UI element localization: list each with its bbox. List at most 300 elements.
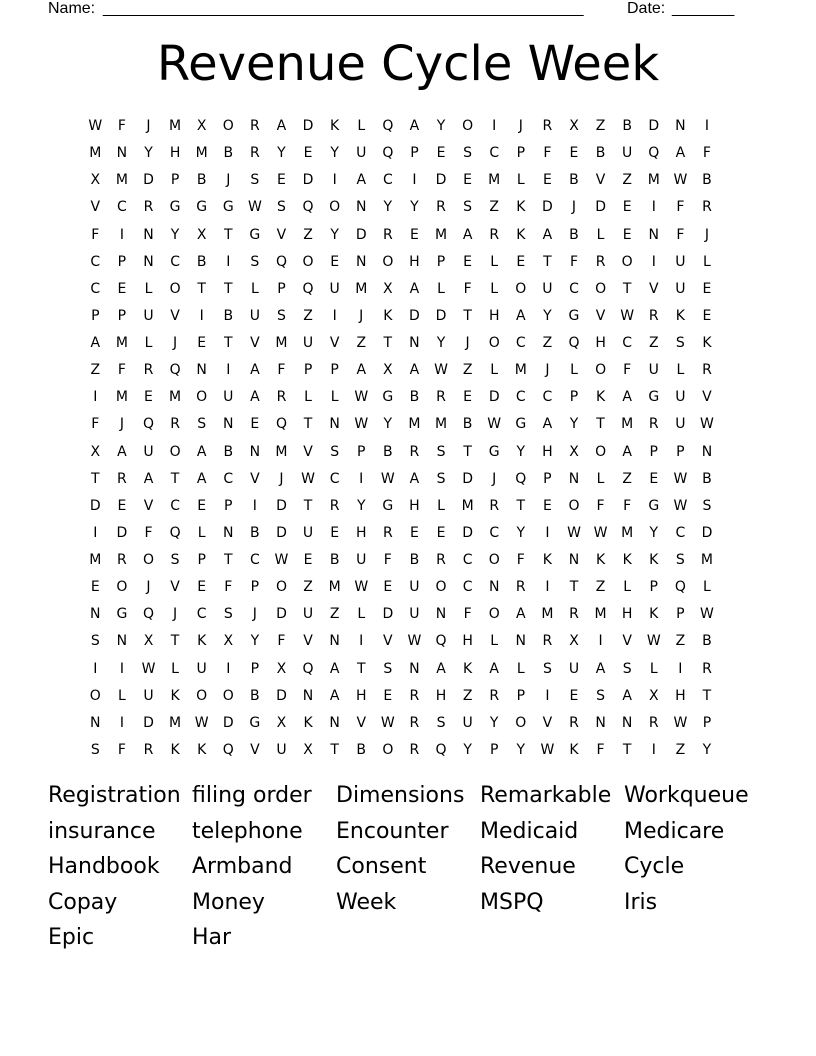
- grid-letter: N: [648, 226, 659, 243]
- grid-letter: R: [648, 307, 659, 324]
- grid-letter: M: [169, 389, 182, 406]
- grid-letter: J: [571, 199, 577, 216]
- grid-letter: S: [436, 443, 446, 460]
- word-bank-item: Registration: [48, 783, 181, 808]
- grid-letter: Q: [222, 741, 234, 758]
- grid-letter: L: [490, 280, 499, 297]
- grid-letter: K: [197, 741, 207, 758]
- grid-letter: W: [141, 660, 156, 677]
- grid-letter: L: [596, 470, 605, 487]
- grid-letter: S: [675, 335, 685, 352]
- grid-letter: A: [409, 470, 420, 487]
- grid-letter: P: [170, 172, 180, 189]
- grid-letter: Y: [489, 714, 499, 731]
- grid-letter: E: [303, 145, 313, 162]
- grid-letter: A: [409, 118, 420, 135]
- grid-letter: G: [196, 199, 208, 216]
- grid-letter: P: [197, 552, 206, 569]
- grid-letter: M: [594, 606, 607, 623]
- grid-letter: I: [199, 307, 204, 324]
- grid-row: [82, 113, 742, 140]
- grid-letter: Z: [356, 335, 367, 352]
- grid-letter: O: [169, 443, 181, 460]
- grid-letter: I: [651, 199, 656, 216]
- word-bank-item: Har: [192, 925, 232, 951]
- grid-letter: A: [90, 335, 101, 352]
- grid-letter: W: [700, 416, 714, 433]
- grid-letter: W: [88, 118, 103, 135]
- grid-letter: P: [676, 606, 685, 623]
- grid-letter: R: [702, 660, 712, 677]
- grid-letter: N: [568, 552, 580, 569]
- grid-letter: R: [569, 714, 579, 731]
- grid-letter: L: [144, 335, 153, 352]
- grid-letter: X: [276, 660, 287, 677]
- grid-letter: W: [487, 416, 502, 433]
- grid-letter: R: [595, 253, 606, 270]
- grid-letter: F: [463, 280, 472, 297]
- grid-letter: R: [569, 606, 579, 623]
- grid-letter: E: [409, 524, 419, 541]
- grid-letter: L: [144, 280, 153, 297]
- grid-letter: Z: [595, 579, 606, 596]
- grid-letter: J: [359, 307, 364, 324]
- grid-letter: W: [673, 714, 688, 731]
- grid-letter: S: [463, 199, 473, 216]
- grid-letter: Q: [275, 416, 287, 433]
- grid-letter: R: [382, 226, 393, 243]
- grid-letter: F: [623, 362, 632, 379]
- grid-letter: M: [621, 524, 634, 541]
- grid-letter: M: [275, 443, 288, 460]
- grid-letter: K: [516, 226, 526, 243]
- grid-letter: P: [117, 307, 127, 324]
- grid-letter: N: [196, 362, 207, 379]
- grid-letter: I: [598, 633, 603, 650]
- grid-letter: P: [516, 687, 526, 704]
- grid-letter: H: [595, 335, 606, 352]
- word-bank-item: Iris: [624, 889, 658, 915]
- grid-letter: N: [329, 633, 340, 650]
- date-blank-line: _______: [672, 0, 735, 17]
- grid-letter: R: [542, 633, 553, 650]
- grid-letter: N: [701, 443, 713, 460]
- grid-letter: K: [542, 552, 552, 569]
- grid-letter: P: [569, 389, 579, 406]
- grid-letter: Z: [622, 172, 632, 189]
- grid-letter: N: [329, 416, 340, 433]
- grid-letter: B: [409, 389, 420, 406]
- grid-letter: C: [489, 524, 500, 541]
- grid-letter: D: [409, 307, 420, 324]
- grid-letter: S: [675, 552, 685, 569]
- grid-letter: E: [542, 172, 552, 189]
- grid-letter: B: [250, 524, 260, 541]
- grid-letter: Z: [648, 335, 659, 352]
- grid-letter: D: [648, 118, 660, 135]
- grid-letter: J: [279, 470, 284, 487]
- grid-letter: O: [302, 253, 314, 270]
- grid-row: [82, 439, 742, 466]
- grid-letter: B: [250, 687, 260, 704]
- grid-letter: I: [678, 660, 683, 677]
- grid-letter: T: [223, 552, 233, 569]
- grid-letter: J: [146, 579, 151, 596]
- word-bank-item: Week: [336, 889, 397, 915]
- grid-letter: R: [542, 118, 553, 135]
- grid-letter: A: [250, 362, 260, 379]
- grid-row: [82, 249, 742, 276]
- grid-letter: B: [462, 416, 473, 433]
- grid-letter: C: [462, 579, 473, 596]
- grid-letter: F: [277, 362, 286, 379]
- grid-letter: P: [489, 741, 499, 758]
- grid-letter: S: [250, 172, 260, 189]
- grid-letter: E: [436, 145, 446, 162]
- grid-letter: D: [89, 497, 101, 514]
- grid-letter: A: [622, 443, 632, 460]
- grid-letter: E: [330, 524, 340, 541]
- grid-letter: D: [435, 307, 447, 324]
- grid-letter: L: [596, 226, 605, 243]
- grid-letter: X: [383, 280, 393, 297]
- grid-letter: E: [197, 579, 207, 596]
- grid-letter: A: [622, 687, 632, 704]
- grid-letter: V: [170, 579, 180, 596]
- grid-letter: F: [277, 633, 286, 650]
- word-bank-item: Medicaid: [480, 818, 579, 844]
- grid-letter: C: [489, 145, 500, 162]
- grid-letter: V: [303, 633, 313, 650]
- grid-letter: Z: [462, 687, 473, 704]
- grid-letter: V: [329, 335, 340, 352]
- grid-letter: D: [701, 524, 713, 541]
- grid-letter: Y: [410, 199, 419, 216]
- grid-letter: A: [542, 416, 553, 433]
- grid-letter: H: [409, 497, 420, 514]
- grid-letter: R: [648, 416, 659, 433]
- grid-letter: J: [704, 226, 710, 243]
- grid-letter: V: [170, 307, 180, 324]
- grid-letter: C: [170, 497, 180, 514]
- name-label: Name:: [48, 0, 96, 17]
- date-label: Date:: [627, 0, 666, 17]
- grid-letter: E: [702, 280, 712, 297]
- grid-letter: S: [90, 741, 100, 758]
- grid-letter: Z: [303, 226, 313, 243]
- grid-letter: O: [515, 280, 527, 297]
- grid-letter: Y: [569, 416, 579, 433]
- grid-letter: C: [117, 199, 127, 216]
- grid-letter: N: [223, 416, 234, 433]
- grid-letter: U: [409, 606, 420, 623]
- grid-letter: T: [463, 307, 472, 324]
- grid-letter: M: [115, 389, 128, 406]
- grid-letter: F: [117, 362, 126, 379]
- grid-letter: R: [143, 362, 154, 379]
- grid-letter: L: [197, 524, 206, 541]
- grid-letter: Z: [90, 362, 101, 379]
- grid-letter: L: [304, 389, 312, 406]
- grid-letter: U: [356, 145, 367, 162]
- grid-letter: E: [622, 199, 632, 216]
- grid-letter: E: [542, 497, 552, 514]
- grid-letter: U: [302, 335, 314, 352]
- grid-letter: A: [516, 307, 526, 324]
- grid-letter: T: [330, 741, 339, 758]
- grid-letter: I: [332, 307, 337, 324]
- grid-letter: E: [463, 389, 473, 406]
- grid-letter: M: [115, 172, 128, 189]
- grid-letter: M: [195, 145, 208, 162]
- grid-letter: H: [435, 687, 447, 704]
- grid-letter: M: [488, 172, 501, 189]
- grid-letter: O: [196, 687, 208, 704]
- grid-letter: I: [492, 118, 497, 135]
- grid-letter: T: [543, 253, 552, 270]
- grid-letter: B: [702, 633, 712, 650]
- grid-letter: U: [276, 741, 287, 758]
- grid-letter: O: [595, 443, 607, 460]
- grid-letter: D: [435, 172, 447, 189]
- grid-row: [82, 601, 742, 628]
- grid-letter: Q: [382, 145, 394, 162]
- grid-letter: S: [463, 145, 473, 162]
- grid-letter: Q: [435, 741, 447, 758]
- grid-letter: U: [143, 687, 154, 704]
- grid-letter: A: [329, 687, 340, 704]
- grid-letter: J: [146, 118, 151, 135]
- grid-letter: I: [226, 362, 231, 379]
- grid-letter: D: [595, 199, 606, 216]
- grid-letter: M: [434, 226, 448, 243]
- grid-row: [82, 547, 742, 574]
- grid-letter: G: [222, 199, 234, 216]
- grid-letter: G: [648, 497, 660, 514]
- grid-letter: K: [569, 741, 579, 758]
- grid-letter: R: [117, 552, 127, 569]
- grid-letter: L: [490, 362, 499, 379]
- word-bank-item: Epic: [48, 925, 95, 951]
- grid-letter: T: [569, 579, 579, 596]
- grid-letter: F: [702, 145, 711, 162]
- grid-letter: U: [302, 606, 314, 623]
- grid-letter: Q: [302, 199, 314, 216]
- grid-letter: J: [226, 172, 231, 189]
- grid-letter: O: [488, 606, 500, 623]
- grid-letter: N: [143, 253, 154, 270]
- grid-letter: E: [330, 253, 340, 270]
- grid-letter: S: [383, 660, 393, 677]
- grid-letter: K: [170, 687, 180, 704]
- grid-letter: V: [250, 335, 260, 352]
- grid-letter: N: [435, 606, 447, 623]
- grid-letter: B: [702, 172, 712, 189]
- grid-letter: P: [330, 362, 339, 379]
- grid-letter: U: [648, 362, 659, 379]
- grid-letter: G: [116, 606, 128, 623]
- grid-letter: N: [116, 145, 128, 162]
- grid-letter: F: [569, 253, 579, 270]
- grid-letter: S: [277, 307, 286, 324]
- grid-letter: O: [222, 687, 234, 704]
- grid-letter: W: [673, 172, 688, 189]
- grid-letter: Y: [543, 307, 552, 324]
- grid-letter: D: [276, 524, 287, 541]
- grid-letter: V: [622, 633, 632, 650]
- grid-letter: S: [622, 660, 632, 677]
- grid-letter: O: [515, 714, 527, 731]
- grid-letter: O: [142, 552, 154, 569]
- grid-letter: Z: [675, 741, 686, 758]
- word-bank-item: Revenue: [480, 854, 576, 880]
- grid-letter: D: [355, 226, 367, 243]
- grid-letter: N: [568, 470, 580, 487]
- grid-letter: V: [648, 280, 659, 297]
- grid-letter: S: [542, 660, 552, 677]
- grid-letter: Y: [277, 145, 286, 162]
- grid-letter: Y: [383, 199, 393, 216]
- grid-row: [82, 357, 742, 384]
- grid-letter: S: [250, 253, 260, 270]
- grid-letter: R: [702, 362, 712, 379]
- grid-letter: W: [194, 714, 209, 731]
- grid-letter: S: [702, 497, 712, 514]
- grid-letter: I: [93, 524, 98, 541]
- grid-letter: R: [436, 389, 446, 406]
- grid-letter: T: [223, 280, 233, 297]
- grid-letter: L: [623, 579, 632, 596]
- grid-letter: D: [276, 497, 287, 514]
- grid-letter: W: [380, 470, 395, 487]
- grid-letter: T: [303, 497, 313, 514]
- grid-letter: U: [675, 389, 686, 406]
- grid-letter: X: [569, 118, 579, 135]
- grid-letter: C: [223, 470, 234, 487]
- grid-letter: Y: [356, 497, 366, 514]
- grid-letter: I: [545, 524, 550, 541]
- grid-letter: L: [250, 280, 259, 297]
- grid-letter: W: [274, 552, 289, 569]
- grid-letter: Q: [515, 470, 527, 487]
- grid-letter: Y: [383, 416, 393, 433]
- grid-letter: M: [700, 552, 713, 569]
- grid-letter: Q: [674, 579, 686, 596]
- grid-letter: E: [250, 416, 260, 433]
- grid-row: [82, 737, 742, 764]
- grid-letter: N: [329, 714, 340, 731]
- grid-letter: H: [675, 687, 686, 704]
- grid-letter: N: [488, 579, 500, 596]
- grid-letter: R: [489, 497, 500, 514]
- grid-letter: D: [276, 687, 287, 704]
- grid-letter: N: [621, 714, 633, 731]
- grid-letter: A: [622, 389, 632, 406]
- grid-letter: U: [462, 714, 473, 731]
- grid-row: [82, 710, 742, 737]
- grid-letter: V: [143, 497, 154, 514]
- grid-letter: T: [622, 741, 632, 758]
- grid-letter: D: [382, 606, 394, 623]
- grid-letter: A: [595, 660, 606, 677]
- grid-letter: O: [222, 118, 234, 135]
- grid-row: [82, 303, 742, 330]
- grid-letter: B: [196, 253, 207, 270]
- grid-letter: W: [407, 633, 422, 650]
- grid-letter: O: [275, 579, 287, 596]
- grid-letter: K: [170, 741, 180, 758]
- grid-letter: X: [143, 633, 154, 650]
- word-bank-item: Consent: [336, 854, 427, 880]
- grid-letter: O: [89, 687, 101, 704]
- grid-letter: Y: [436, 118, 446, 135]
- grid-letter: F: [623, 497, 632, 514]
- grid-letter: S: [596, 687, 606, 704]
- grid-letter: P: [250, 579, 260, 596]
- grid-letter: K: [675, 307, 685, 324]
- grid-letter: T: [702, 687, 712, 704]
- grid-letter: I: [651, 253, 656, 270]
- grid-letter: D: [116, 524, 128, 541]
- grid-letter: P: [543, 470, 552, 487]
- grid-letter: A: [409, 362, 420, 379]
- grid-letter: M: [461, 497, 474, 514]
- grid-letter: W: [247, 199, 262, 216]
- word-bank-item: insurance: [48, 818, 156, 844]
- grid-letter: S: [436, 714, 446, 731]
- grid-letter: I: [119, 714, 124, 731]
- grid-letter: T: [197, 280, 206, 297]
- grid-letter: R: [702, 199, 712, 216]
- grid-letter: K: [649, 552, 659, 569]
- grid-letter: V: [276, 226, 287, 243]
- grid-row: [82, 222, 742, 249]
- grid-letter: B: [569, 226, 579, 243]
- grid-letter: P: [676, 443, 685, 460]
- grid-letter: A: [250, 389, 260, 406]
- grid-letter: R: [117, 470, 127, 487]
- grid-letter: V: [90, 199, 101, 216]
- grid-row: [82, 330, 742, 357]
- grid-letter: A: [462, 226, 473, 243]
- grid-letter: I: [359, 633, 364, 650]
- grid-letter: P: [303, 362, 313, 379]
- grid-letter: L: [437, 280, 445, 297]
- grid-letter: O: [382, 741, 394, 758]
- grid-row: [82, 194, 742, 221]
- grid-letter: D: [222, 714, 234, 731]
- grid-letter: V: [250, 470, 260, 487]
- grid-letter: D: [143, 714, 154, 731]
- grid-letter: Y: [516, 524, 526, 541]
- grid-letter: Z: [462, 362, 473, 379]
- grid-letter: I: [93, 660, 98, 677]
- grid-letter: E: [702, 307, 712, 324]
- grid-letter: J: [173, 606, 178, 623]
- grid-letter: B: [223, 307, 234, 324]
- grid-letter: E: [383, 687, 393, 704]
- grid-letter: D: [143, 172, 154, 189]
- grid-letter: W: [646, 633, 661, 650]
- grid-letter: N: [409, 335, 420, 352]
- grid-letter: P: [702, 714, 712, 731]
- grid-letter: J: [252, 606, 257, 623]
- grid-letter: B: [409, 552, 420, 569]
- grid-letter: X: [196, 118, 207, 135]
- grid-row: [82, 167, 742, 194]
- grid-letter: X: [196, 226, 207, 243]
- grid-letter: V: [542, 714, 553, 731]
